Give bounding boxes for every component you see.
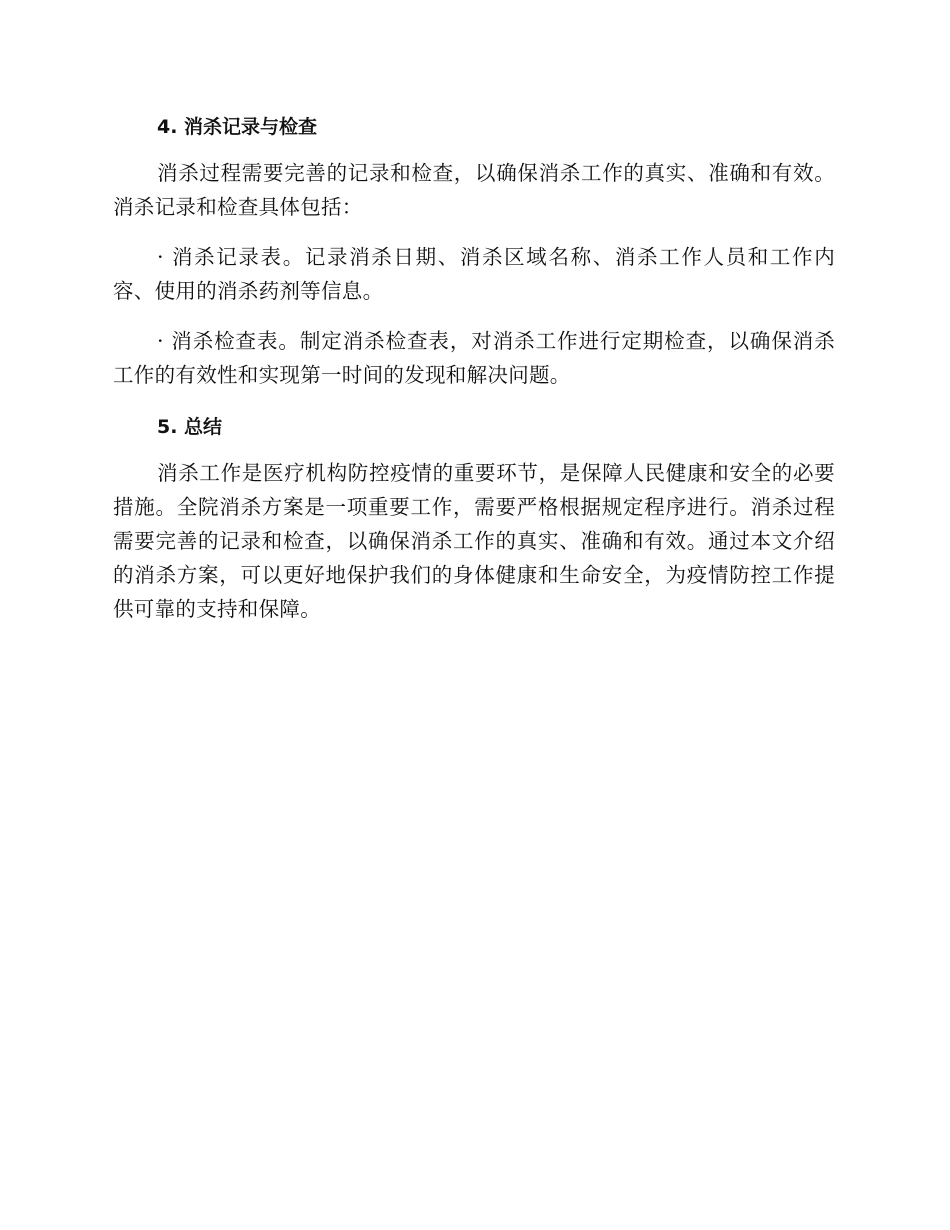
section-heading-summary: 5. 总结 <box>157 416 223 438</box>
document-body <box>113 110 835 626</box>
paragraph-record-table: · 消杀记录表。记录消杀日期、消杀区域名称、消杀工作人员和工作内容、使用的消杀药剂等信息。 <box>113 245 835 303</box>
paragraph-records-intro: 消杀过程需要完善的记录和检查，以确保消杀工作的真实、准确和有效。消杀记录和检查具体包括： <box>113 161 835 219</box>
section-heading-records: 4. 消杀记录与检查 <box>157 116 318 138</box>
paragraph-summary: 消杀工作是医疗机构防控疫情的重要环节，是保障人民健康和安全的必要措施。全院消杀方案是一项重要工作，需要严格根据规定程序进行。消杀过程需要完善的记录和检查，以确保消杀工作的真实、准确和有效。通过本文介绍的消杀方案，可以更好地保护我们的身体健康和生命安全，为疫情防控工作提供可靠的支持和保障。 <box>113 461 835 621</box>
paragraph-check-table: · 消杀检查表。制定消杀检查表，对消杀工作进行定期检查，以确保消杀工作的有效性和实现第一时间的发现和解决问题。 <box>113 329 835 387</box>
